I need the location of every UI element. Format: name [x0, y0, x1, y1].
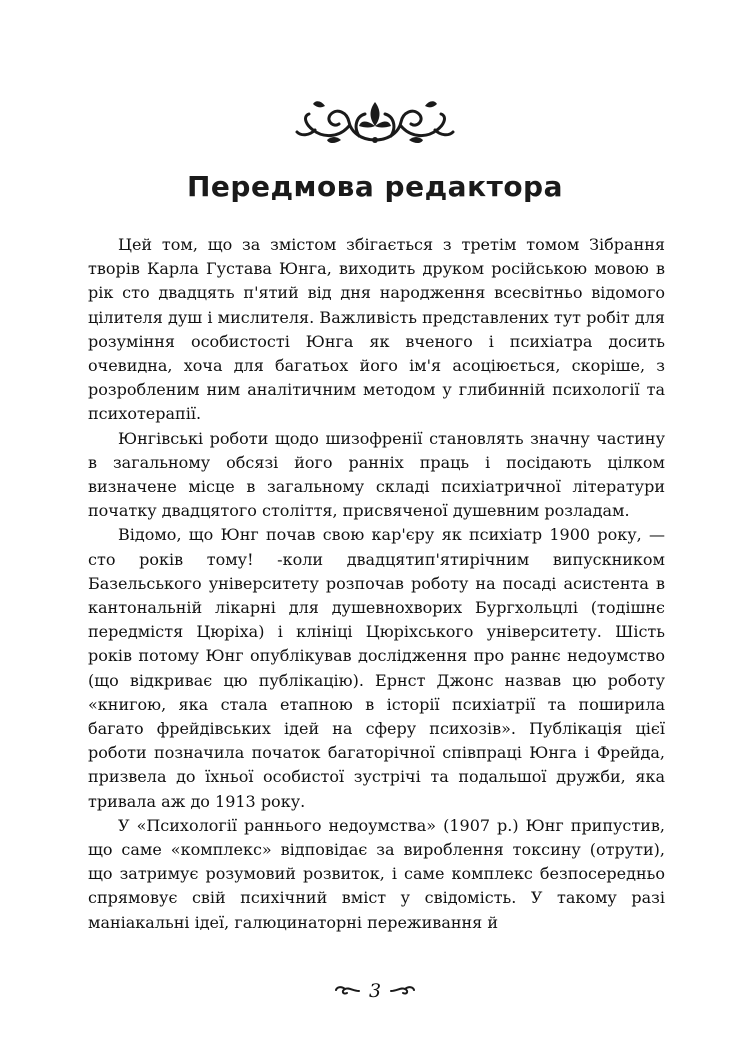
page-number: 3: [368, 980, 382, 1002]
paragraph: У «Психології раннього недоумства» (1907 р.) Юнг припустив, що саме «комплекс» відповідає за вироблення токсину (отрути), що затримує розумовий розвиток, і саме комплекс безпосередньо спрямовує свій психічний вміст у свідомість. У такому разі маніакальні ідеї, галюцинаторні переживання й: [88, 815, 665, 932]
page-footer: [0, 980, 750, 1002]
page-title: Передмова редактора: [186, 170, 563, 203]
footer-flourish-left-icon: [335, 984, 361, 998]
paragraph: Юнгівські роботи щодо шизофренії становлять значну частину в загальному обсязі його ранніх праць і посідають цілком визначене місце в загальному складі психіатричної літератури початку двадцятого століття, присвяченої душевним розладам.: [88, 428, 665, 521]
footer-flourish-right-icon: [389, 984, 415, 998]
floral-ornament-icon: [295, 96, 455, 148]
paragraph: Цей том, що за змістом збігається з третім томом Зібрання творів Карла Густава Юнга, виходить друком російською мовою в рік сто двадцять п'ятий від дня народження всесвітньо відомого цілителя душ і мислителя. Важливість представлених тут робіт для розуміння особистості Юнга як вченого і психіатра досить очевидна, хоча для багатьох його ім'я асоціюється, скоріше, з розробленим ним аналітичним методом у глибинній психології та психотерапії.: [88, 235, 665, 424]
body-text: [88, 233, 665, 935]
paragraph: Відомо, що Юнг почав свою кар'єру як психіатр 1900 року, — сто років тому! -коли двадцятип'ятирічним випускником Базельського університету розпочав роботу на посаді асистента в кантональній лікарні для душевнохворих Бургхольцлі (тодішнє передмістя Цюріха) і клініці Цюріхського університету. Шість років потому Юнг опублікував дослідження про раннє недоумство (що відкриває цю публікацію). Ернст Джонс назвав цю роботу «книгою, яка стала етапною в історії психіатрії та поширила багато фрейдівських ідей на сферу психозів». Публікація цієї роботи позначила початок багаторічної співпраці Юнга і Фрейда, призвела до їхньої особистої зустрічі та подальшої дружби, яка тривала аж до 1913 року.: [88, 525, 665, 811]
